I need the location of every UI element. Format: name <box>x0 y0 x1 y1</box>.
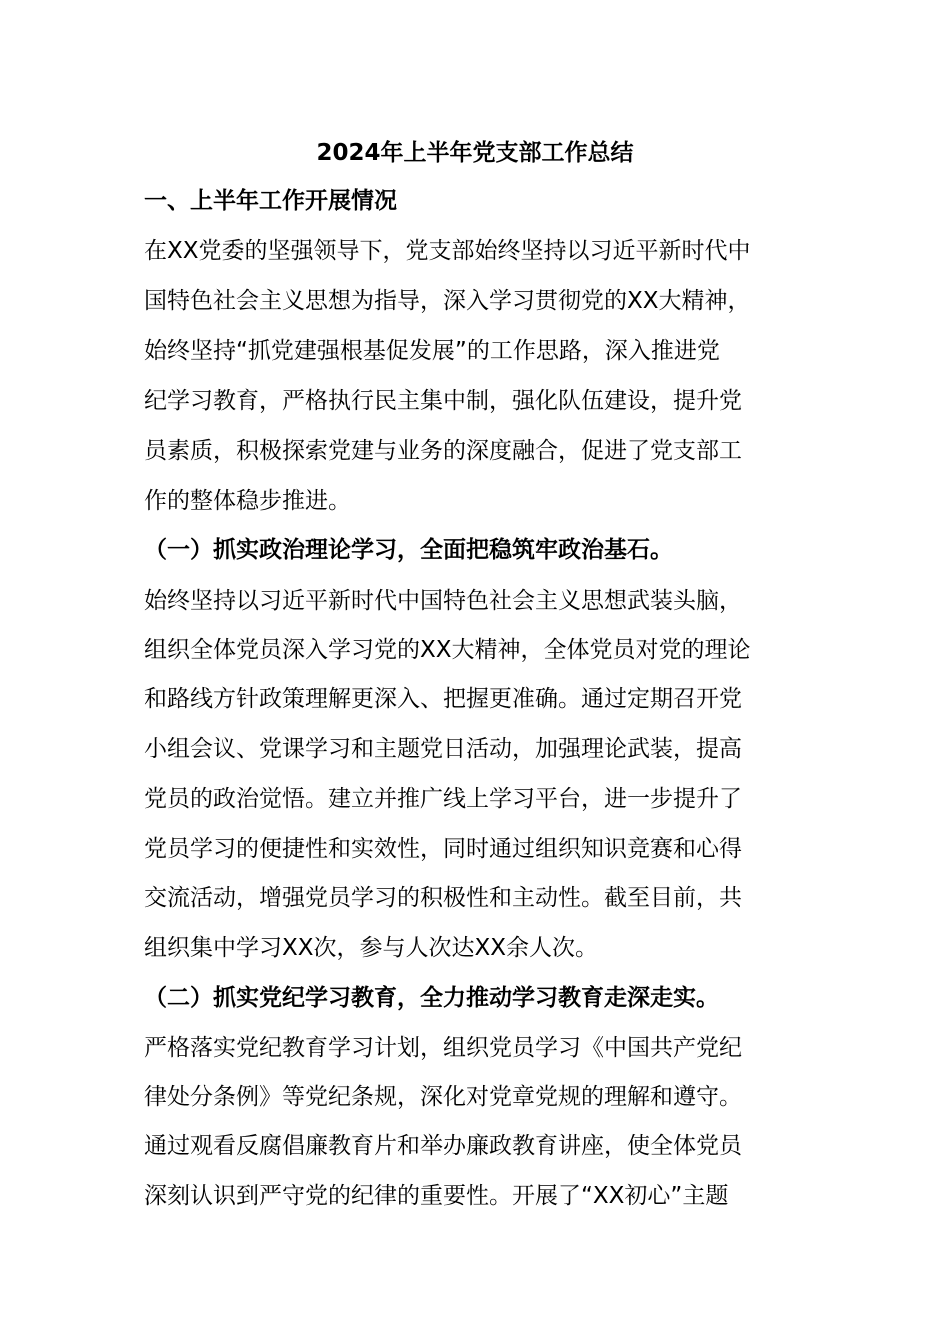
paragraph-line: 小组会议、党课学习和主题党日活动，加强理论武装，提高 <box>144 736 742 762</box>
paragraph-line: 始终坚持以习近平新时代中国特色社会主义思想武装头脑， <box>144 588 742 614</box>
paragraph-line: 和路线方针政策理解更深入、把握更准确。通过定期召开党 <box>144 686 742 712</box>
paragraph-line: 纪学习教育，严格执行民主集中制，强化队伍建设，提升党 <box>144 388 742 414</box>
paragraph-line: 作的整体稳步推进。 <box>144 488 351 514</box>
paragraph-line: 组织全体党员深入学习党的XX大精神，全体党员对党的理论 <box>144 637 751 663</box>
paragraph-line: 组织集中学习XX次，参与人次达XX余人次。 <box>144 935 599 961</box>
subsection-heading: （一）抓实政治理论学习，全面把稳筑牢政治基石。 <box>144 537 673 563</box>
paragraph-line: 始终坚持“抓党建强根基促发展”的工作思路，深入推进党 <box>144 338 720 364</box>
paragraph-line: 交流活动，增强党员学习的积极性和主动性。截至目前，共 <box>144 885 742 911</box>
paragraph-line: 党员学习的便捷性和实效性，同时通过组织知识竞赛和心得 <box>144 836 742 862</box>
paragraph-line: 国特色社会主义思想为指导，深入学习贯彻党的XX大精神， <box>144 288 751 314</box>
paragraph-line: 通过观看反腐倡廉教育片和举办廉政教育讲座，使全体党员 <box>144 1133 742 1159</box>
paragraph-line: 员素质，积极探索党建与业务的深度融合，促进了党支部工 <box>144 438 742 464</box>
paragraph-line: 党员的政治觉悟。建立并推广线上学习平台，进一步提升了 <box>144 786 742 812</box>
paragraph-line: 律处分条例》等党纪条规，深化对党章党规的理解和遵守。 <box>144 1084 742 1110</box>
paragraph-line: 严格落实党纪教育学习计划，组织党员学习《中国共产党纪 <box>144 1035 742 1061</box>
subsection-heading: （二）抓实党纪学习教育，全力推动学习教育走深走实。 <box>144 985 719 1011</box>
paragraph-line: 在XX党委的坚强领导下，党支部始终坚持以习近平新时代中 <box>144 238 751 264</box>
document-title: 2024年上半年党支部工作总结 <box>316 140 634 166</box>
paragraph-line: 深刻认识到严守党的纪律的重要性。开展了“XX初心”主题 <box>144 1183 729 1209</box>
section-heading: 一、上半年工作开展情况 <box>144 188 397 214</box>
